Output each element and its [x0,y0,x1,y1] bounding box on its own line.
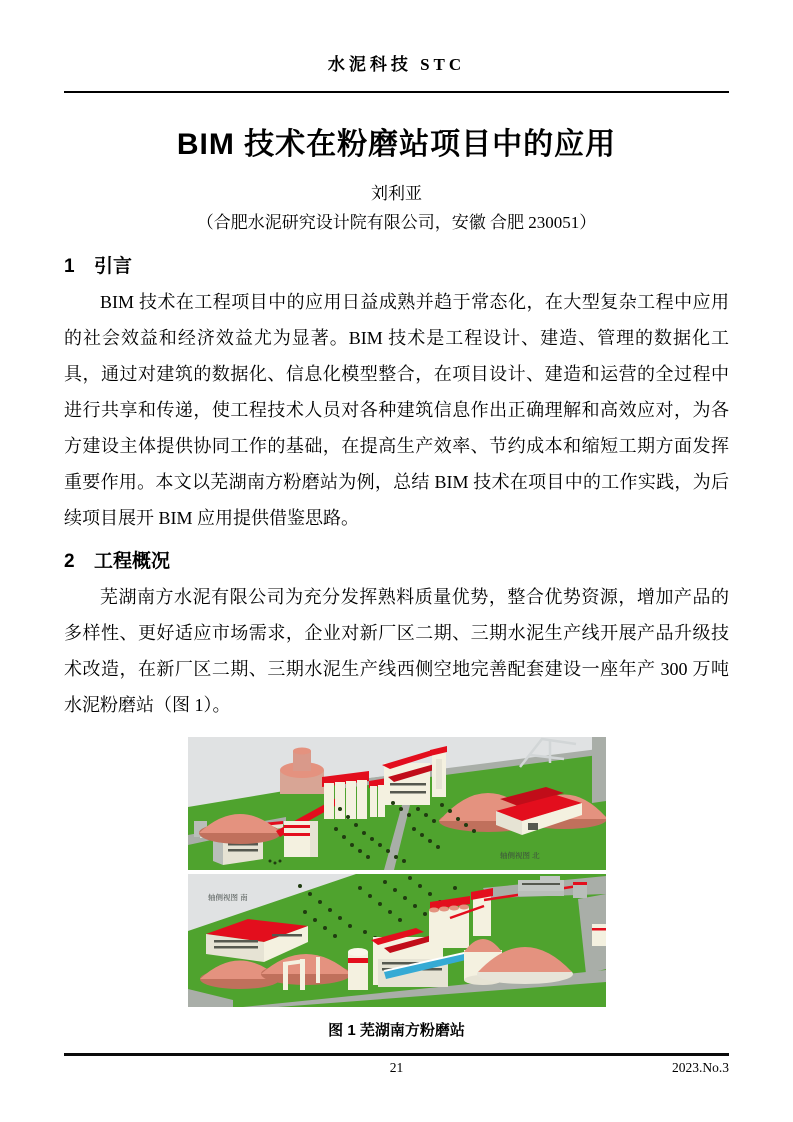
mid-building [284,821,318,857]
author-name: 刘利亚 [371,184,422,203]
issue-number: 2023.No.3 [672,1060,729,1075]
section-2-title: 工程概况 [94,551,171,572]
south-view-label: 轴侧视图 南 [207,893,248,902]
salmon-capped-silos [429,896,470,948]
page-footer [64,1053,729,1082]
journal-header [64,50,729,93]
edge-cylinder [592,924,606,946]
article-title: BIM 技术在粉磨站项目中的应用 [176,128,617,161]
north-view-render [188,737,606,870]
author-affiliation: （合肥水泥研究设计院有限公司，安徽 合肥 230051） [196,213,597,232]
section-1-heading [64,251,729,278]
section-2-heading [64,546,729,573]
figure-1-caption: 图 1 芜湖南方粉磨站 [328,1022,465,1039]
section-1-paragraph: BIM 技术在工程项目中的应用日益成熟并趋于常态化，在大型复杂工程中应用的社会效益和经济效益尤为显著。BIM 技术是工程设计、建造、管理的数据化工具，通过对建筑的数据化、信息化模型整合，在项目设计、建造和运营的全过程中进行共享和传递，使工程技术人员对各种建筑信息作出正确理解和高效应对，为各方建设主体提供协同工作的基础，在提高生产效率、节约成本和缩短工期方面发挥重要作用。本文以芜湖南方粉磨站为例，总结 BIM 技术在项目中的工作实践，为后续项目展开 BIM 应用提供借鉴思路。 [64,292,729,528]
footer-row [64,1056,729,1082]
section-2-number: 2 [64,551,75,572]
silo-with-red-band [348,948,368,990]
figure-1-image [188,737,606,1007]
section-1-title: 引言 [94,256,133,277]
journal-title: 水泥科技 STC [327,55,466,74]
north-view-label: 轴侧视图 北 [499,851,540,860]
panel-divider [188,870,606,874]
transfer-tower [573,882,587,898]
page-number: 21 [389,1060,404,1075]
figure-1 [188,737,606,1007]
south-view-render [188,874,606,1007]
section-2-paragraph: 芜湖南方水泥有限公司为充分发挥熟料质量优势，整合优势资源，增加产品的多样性、更好适应市场需求，企业对新厂区二期、三期水泥生产线开展产品升级技术改造，在新厂区二期、三期水泥生产线西侧空地完善配套建设一座年产 300 万吨水泥粉磨站（图 1）。 [64,587,729,715]
section-1-number: 1 [64,256,75,277]
